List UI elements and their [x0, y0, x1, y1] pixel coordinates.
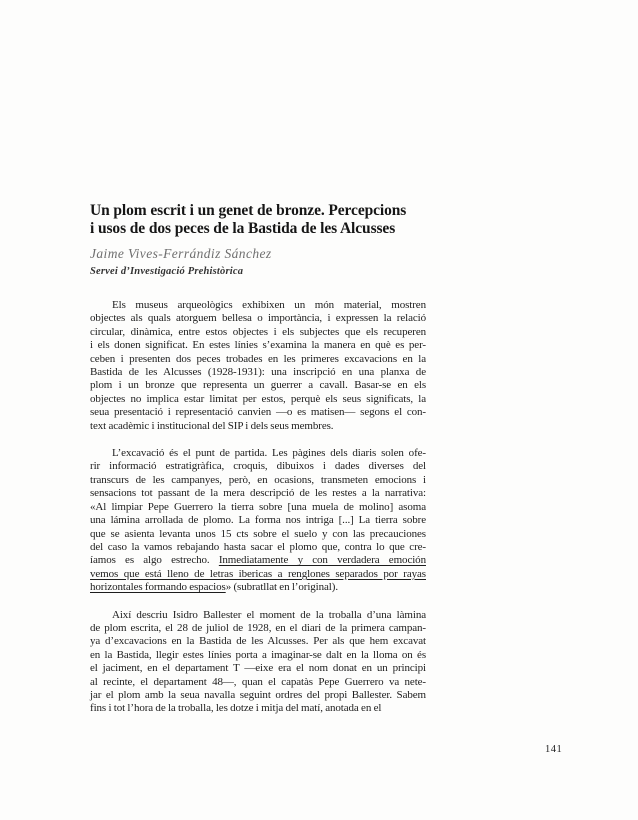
- text-segment: ceben i presenten dos peces trobades en les primeres excavacions en la: [90, 352, 426, 365]
- text-segment: rir informació estratigràfica, croquis, dibuixos i dades diverses del: [90, 460, 426, 473]
- text-segment: fins i tot l’hora de la troballa, les dotze i mitja del matí, anotada en el: [90, 702, 382, 715]
- text-segment: circular, dinàmica, entre estos objectes i els subjectes que els recuperen: [90, 325, 426, 338]
- paragraph: [90, 447, 426, 594]
- underlined-text: horizontales formando espacios: [90, 581, 226, 594]
- text-segment: transcurs de les campanyes, però, en ocasions, transmeten emocions i: [90, 473, 426, 486]
- text-segment: objectes als quals atorguem bellesa o importància, i expressen la relació: [90, 312, 426, 325]
- text-line: [90, 676, 426, 689]
- article-title-line-1: Un plom escrit i un genet de bronze. Percepcions: [90, 202, 407, 219]
- author-affiliation: Servei d’Investigació Prehistòrica: [90, 266, 244, 277]
- underlined-text: Inmediatamente y con verdadera emoción: [218, 554, 426, 567]
- author-name: Jaime Vives-Ferrándiz Sánchez: [90, 246, 272, 261]
- text-segment: en la Bastida, llegir estes línies porta a imaginar-se dalt en la lloma on és: [90, 648, 426, 661]
- text-line: [90, 299, 426, 312]
- text-line: [90, 393, 426, 406]
- text-segment: plom i un bronze que representa un guerrer a cavall. Basar-se en els: [90, 379, 426, 392]
- text-segment: objectes no implica estar limitat per estos, perquè els seus significats, la: [90, 392, 426, 405]
- text-segment: del caso la vamos rebajando hasta sacar el plomo que, contra lo que cre-: [90, 540, 426, 553]
- text-segment: jar el plom amb la seua navalla seguint ordres del propi Ballester. Sabem: [90, 688, 426, 701]
- text-segment: Bastida de les Alcusses (1928-1931): una inscripció en una planxa de: [90, 366, 426, 379]
- text-line: [90, 528, 426, 541]
- text-segment: » (subratllat en l’original).: [225, 581, 338, 594]
- text-segment: sensacions tot passant de la mera descripció de les restes a la narrativa:: [90, 487, 426, 500]
- text-line: [90, 581, 426, 594]
- text-segment: i els donen significat. En estes línies s’examina la manera en què es per-: [90, 339, 426, 352]
- text-line: [90, 460, 426, 473]
- text-segment: íamos es algo estrecho.: [90, 554, 219, 567]
- text-line: [90, 609, 426, 622]
- text-line: [90, 501, 426, 514]
- text-line: [90, 474, 426, 487]
- text-line: [90, 649, 426, 662]
- text-segment: al recinte, el departament 48—, quan el capatàs Pepe Guerrero va nete-: [90, 675, 426, 688]
- text-line: [90, 702, 426, 715]
- text-line: [90, 554, 426, 567]
- text-segment: Els museus arqueològics exhibixen un món material, mostren: [112, 299, 426, 311]
- text-segment: de plom escrita, el 28 de juliol de 1928, en el diari de la primera campan-: [90, 621, 426, 634]
- text-line: [90, 568, 426, 581]
- text-segment: Així descriu Isidro Ballester el moment de la troballa d’una làmina: [112, 608, 426, 621]
- text-line: [90, 326, 426, 339]
- text-line: [90, 662, 426, 675]
- article-body: [90, 299, 426, 716]
- underlined-text: vemos que está lleno de letras ibericas a renglones separados por rayas: [90, 567, 426, 580]
- article-title: [90, 202, 435, 237]
- text-line: [90, 689, 426, 702]
- text-segment: text acadèmic i institucional del SIP i dels seus membres.: [90, 419, 334, 432]
- paragraph: [90, 609, 426, 716]
- text-line: [90, 447, 426, 460]
- text-line: [90, 420, 426, 433]
- text-segment: «Al limpiar Pepe Guerrero la tierra sobre [una muela de molino] asoma: [90, 500, 426, 513]
- article-title-line-2: i usos de dos peces de la Bastida de les Alcusses: [90, 219, 396, 237]
- text-line: [90, 339, 426, 352]
- text-segment: el jaciment, en el departament T —eixe era el nom donat en un principi: [90, 662, 426, 675]
- text-line: [90, 541, 426, 554]
- text-line: [90, 366, 426, 379]
- paragraph: [90, 299, 426, 433]
- text-segment: ya d’excavacions en la Bastida de les Alcusses. Per als que hem excavat: [90, 635, 426, 648]
- text-line: [90, 312, 426, 325]
- text-line: [90, 353, 426, 366]
- text-segment: que se asienta levanta unos 15 cts sobre el suelo y con las precauciones: [90, 527, 426, 540]
- text-segment: L’excavació és el punt de partida. Les pàgines dels diaris solen ofe-: [112, 447, 426, 460]
- page-number: 141: [545, 744, 563, 755]
- text-line: [90, 379, 426, 392]
- text-line: [90, 622, 426, 635]
- text-line: [90, 406, 426, 419]
- text-line: [90, 487, 426, 500]
- text-line: [90, 514, 426, 527]
- text-segment: seua presentació i representació canvien —o es matisen— segons el con-: [90, 406, 426, 419]
- text-segment: una lámina arrollada de plomo. La forma nos intriga [...] La tierra sobre: [90, 514, 426, 527]
- text-line: [90, 635, 426, 648]
